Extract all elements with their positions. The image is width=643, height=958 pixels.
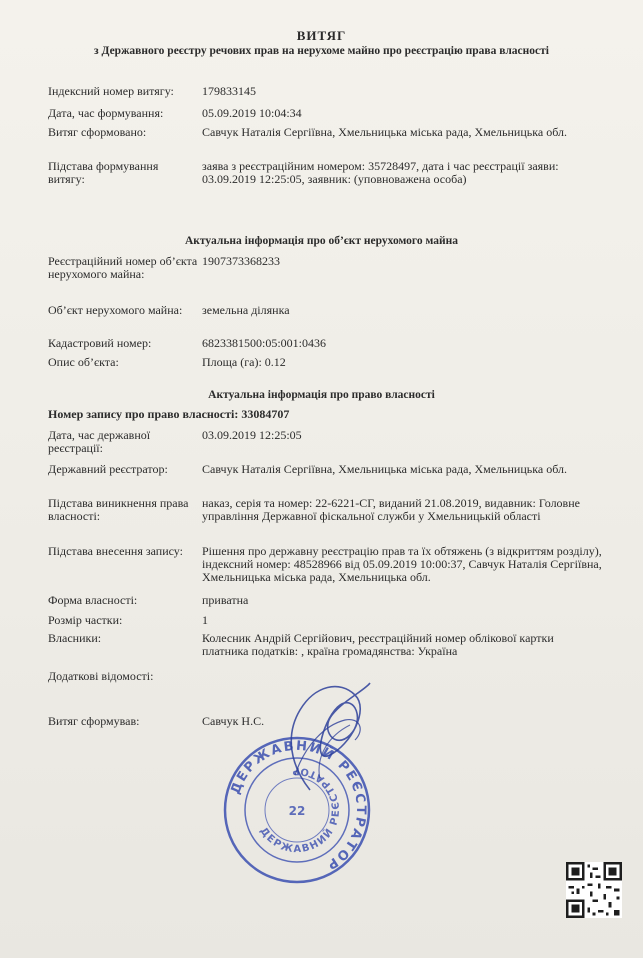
extract-basis-label: Підстава формування витягу: bbox=[48, 159, 159, 186]
object-section-title: Актуальна інформація про об’єкт нерухомого майна bbox=[185, 235, 458, 247]
extract-date-label: Дата, час формування: bbox=[48, 106, 164, 120]
ownership-basis-value: наказ, серія та номер: 22-6221-СГ, виданий 21.08.2019, видавник: Головне управління Державної фіскальної служби у Хмельницькій області bbox=[202, 496, 580, 523]
extract-formed-value: Савчук Наталія Сергіївна, Хмельницька міська рада, Хмельницька обл. bbox=[202, 125, 568, 139]
stamp-outer-text: ДЕРЖАВНИЙ РЕЄСТРАТОР bbox=[228, 738, 369, 873]
extract-basis-value: заява з реєстраційним номером: 35728497, дата і час реєстрації заяви: 03.09.2019 12:25:05, заявник: (уповноважена особа) bbox=[202, 159, 559, 186]
signature-image bbox=[270, 675, 380, 795]
formed-by-value: Савчук Н.С. bbox=[202, 714, 265, 728]
document-title: ВИТЯГ bbox=[296, 28, 347, 43]
document-subtitle: з Державного реєстру речових прав на нерухоме майно про реєстрацію права власності bbox=[94, 45, 549, 57]
stamp-inner-text: ДЕРЖАВНИЙ РЕЄСТРАТОР bbox=[257, 764, 343, 856]
extract-formed-label: Витяг сформовано: bbox=[48, 125, 147, 139]
extract-index-label: Індексний номер витягу: bbox=[48, 84, 174, 98]
ownership-section-title: Актуальна інформація про право власності bbox=[208, 389, 435, 401]
ownership-form-value: приватна bbox=[202, 593, 249, 607]
object-cadastral-value: 6823381500:05:001:0436 bbox=[202, 336, 327, 350]
ownership-date-label: Дата, час державної реєстрації: bbox=[48, 428, 151, 455]
ownership-record-number: Номер запису про право власності: 33084707 bbox=[48, 407, 290, 421]
ownership-share-value: 1 bbox=[202, 613, 208, 627]
ownership-owners-value: Колесник Андрій Сергійович, реєстраційний номер облікової картки платника податків: , країна громадянства: Україна bbox=[202, 631, 554, 658]
ownership-registrar-label: Державний реєстратор: bbox=[48, 462, 168, 476]
ownership-registrar-value: Савчук Наталія Сергіївна, Хмельницька міська рада, Хмельницька обл. bbox=[202, 462, 568, 476]
ownership-share-label: Розмір частки: bbox=[48, 613, 123, 627]
ownership-additional-label: Додаткові відомості: bbox=[48, 669, 154, 683]
stamp-center-number: 22 bbox=[288, 804, 306, 818]
formed-by-label: Витяг сформував: bbox=[48, 714, 140, 728]
object-cadastral-label: Кадастровий номер: bbox=[48, 336, 152, 350]
object-description-value: Площа (га): 0.12 bbox=[202, 355, 286, 369]
ownership-entry-basis-value: Рішення про державну реєстрацію прав та їх обтяжень (з відкриттям розділу), індексний номер: 48528966 від 05.09.2019 10:00:37, Савчук Наталія Сергіївна, Хмельницька міська рада, Хмельницька обл. bbox=[202, 544, 602, 584]
ownership-date-value: 03.09.2019 12:25:05 bbox=[202, 428, 302, 442]
extract-date-value: 05.09.2019 10:04:34 bbox=[202, 106, 302, 120]
object-description-label: Опис об’єкта: bbox=[48, 355, 119, 369]
ownership-owners-label: Власники: bbox=[48, 631, 102, 645]
extract-index-value: 179833145 bbox=[202, 84, 256, 98]
ownership-form-label: Форма власності: bbox=[48, 593, 138, 607]
object-type-value: земельна ділянка bbox=[202, 303, 290, 317]
qr-code-icon bbox=[566, 862, 622, 918]
ownership-basis-label: Підстава виникнення права власності: bbox=[48, 496, 189, 523]
object-regnum-label: Реєстраційний номер об’єкта нерухомого майна: bbox=[48, 254, 198, 281]
ownership-entry-basis-label: Підстава внесення запису: bbox=[48, 544, 183, 558]
object-type-label: Об’єкт нерухомого майна: bbox=[48, 303, 183, 317]
object-regnum-value: 1907373368233 bbox=[202, 254, 280, 268]
